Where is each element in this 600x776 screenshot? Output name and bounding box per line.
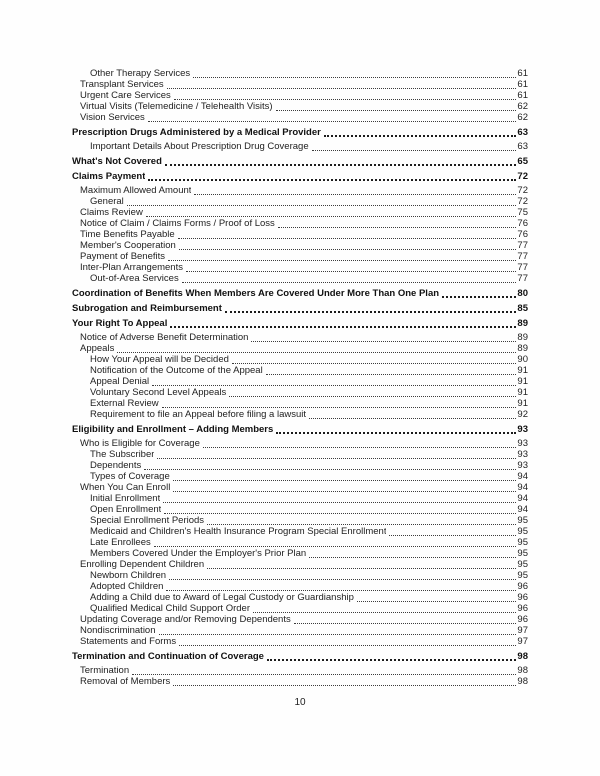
toc-entry-label: Appeal Denial xyxy=(90,376,150,387)
toc-entry-label: Statements and Forms xyxy=(80,636,177,647)
dot-leader xyxy=(169,577,516,580)
dot-leader xyxy=(127,203,517,206)
toc-entry-page-number: 91 xyxy=(517,398,528,409)
toc-entry-page-number: 92 xyxy=(517,409,528,420)
dot-leader xyxy=(173,683,516,686)
dot-leader xyxy=(267,658,516,661)
dot-leader xyxy=(251,339,516,342)
toc-entry-page-number: 77 xyxy=(517,251,528,262)
toc-entry xyxy=(72,101,528,112)
toc-entry-label: Prescription Drugs Administered by a Medical Provider xyxy=(72,127,321,138)
toc-entry xyxy=(72,79,528,90)
toc-entry-page-number: 63 xyxy=(517,141,528,152)
dot-leader xyxy=(229,394,516,397)
toc-entry-page-number: 97 xyxy=(517,625,528,636)
toc-entry-label: Time Benefits Payable xyxy=(80,229,175,240)
toc-entry-label: Requirement to file an Appeal before filing a lawsuit xyxy=(90,409,306,420)
toc-entry-label: Notification of the Outcome of the Appeal xyxy=(90,365,263,376)
dot-leader xyxy=(146,214,517,217)
dot-leader xyxy=(207,522,516,525)
toc-entry xyxy=(72,493,528,504)
footer-page-number: 10 xyxy=(294,697,306,708)
dot-leader xyxy=(148,178,516,181)
toc-entry-page-number: 94 xyxy=(517,493,528,504)
toc-entry-page-number: 95 xyxy=(517,515,528,526)
toc-entry-page-number: 94 xyxy=(517,504,528,515)
toc-entry-label: Newborn Children xyxy=(90,570,167,581)
toc-entry-label: External Review xyxy=(90,398,159,409)
toc-entry-page-number: 62 xyxy=(517,101,528,112)
toc-entry-label: Urgent Care Services xyxy=(80,90,171,101)
toc-entry xyxy=(72,548,528,559)
toc-entry xyxy=(72,112,528,123)
toc-entry xyxy=(72,636,528,647)
toc-entry-page-number: 93 xyxy=(517,460,528,471)
toc-entry-label: Enrolling Dependent Children xyxy=(80,559,205,570)
toc-entry xyxy=(72,482,528,493)
toc-entry xyxy=(72,651,528,662)
toc-entry-label: Who is Eligible for Coverage xyxy=(80,438,200,449)
toc-entry-label: Vision Services xyxy=(80,112,145,123)
dot-leader xyxy=(174,97,517,100)
toc-entry-page-number: 77 xyxy=(517,273,528,284)
dot-leader xyxy=(162,405,517,408)
toc-entry-label: Claims Payment xyxy=(72,171,146,182)
toc-entry xyxy=(72,537,528,548)
dot-leader xyxy=(157,456,516,459)
toc-entry-label: Initial Enrollment xyxy=(90,493,161,504)
toc-entry xyxy=(72,449,528,460)
toc-entry xyxy=(72,570,528,581)
toc-entry-label: Out-of-Area Services xyxy=(90,273,179,284)
toc-entry-page-number: 95 xyxy=(517,559,528,570)
toc-entry-page-number: 96 xyxy=(517,581,528,592)
dot-leader xyxy=(193,75,516,78)
toc-entry-page-number: 93 xyxy=(517,449,528,460)
toc-entry-label: Special Enrollment Periods xyxy=(90,515,205,526)
toc-entry xyxy=(72,343,528,354)
dot-leader xyxy=(324,134,517,137)
toc-entry xyxy=(72,332,528,343)
toc-entry-page-number: 65 xyxy=(517,156,528,167)
toc-entry xyxy=(72,196,528,207)
dot-leader xyxy=(152,383,516,386)
toc-entry xyxy=(72,592,528,603)
dot-leader xyxy=(179,643,516,646)
toc-entry-label: Members Covered Under the Employer's Prior Plan xyxy=(90,548,307,559)
toc-entry xyxy=(72,303,528,314)
toc-entry xyxy=(72,251,528,262)
dot-leader xyxy=(203,445,517,448)
toc-entry xyxy=(72,515,528,526)
toc-entry xyxy=(72,581,528,592)
dot-leader xyxy=(154,544,517,547)
toc-entry-label: Termination and Continuation of Coverage xyxy=(72,651,264,662)
dot-leader xyxy=(266,372,517,375)
toc-entry-page-number: 95 xyxy=(517,570,528,581)
toc-entry xyxy=(72,141,528,152)
toc-entry-page-number: 97 xyxy=(517,636,528,647)
toc-entry-label: Qualified Medical Child Support Order xyxy=(90,603,250,614)
toc-entry-page-number: 72 xyxy=(517,171,528,182)
toc-entry-page-number: 98 xyxy=(517,676,528,687)
toc-entry xyxy=(72,218,528,229)
toc-entry xyxy=(72,614,528,625)
dot-leader xyxy=(253,610,516,613)
toc-entry-label: Virtual Visits (Telemedicine / Telehealth Visits) xyxy=(80,101,273,112)
toc-entry xyxy=(72,262,528,273)
toc-entry-page-number: 89 xyxy=(517,343,528,354)
dot-leader xyxy=(182,280,517,283)
dot-leader xyxy=(232,361,517,364)
toc-entry-label: Your Right To Appeal xyxy=(72,318,168,329)
toc-entry-page-number: 96 xyxy=(517,592,528,603)
dot-leader xyxy=(186,269,516,272)
dot-leader xyxy=(144,467,516,470)
dot-leader xyxy=(164,511,516,514)
toc-entry-page-number: 76 xyxy=(517,218,528,229)
dot-leader xyxy=(389,533,516,536)
dot-leader xyxy=(225,310,517,313)
toc-entry-page-number: 61 xyxy=(517,68,528,79)
toc-entry-page-number: 77 xyxy=(517,240,528,251)
dot-leader xyxy=(148,119,517,122)
toc-entry xyxy=(72,625,528,636)
dot-leader xyxy=(163,500,516,503)
toc-entry-label: Notice of Adverse Benefit Determination xyxy=(80,332,249,343)
toc-entry xyxy=(72,288,528,299)
dot-leader xyxy=(179,247,517,250)
dot-leader xyxy=(159,632,517,635)
toc-entry xyxy=(72,229,528,240)
toc-entry-page-number: 96 xyxy=(517,603,528,614)
toc-entry xyxy=(72,398,528,409)
toc-entry-label: How Your Appeal will be Decided xyxy=(90,354,229,365)
toc-entry-label: Updating Coverage and/or Removing Dependents xyxy=(80,614,291,625)
dot-leader xyxy=(194,192,516,195)
toc-entry-label: Eligibility and Enrollment – Adding Members xyxy=(72,424,274,435)
toc-entry xyxy=(72,90,528,101)
dot-leader xyxy=(117,350,516,353)
toc-entry-page-number: 90 xyxy=(517,354,528,365)
toc-entry-label: The Subscriber xyxy=(90,449,155,460)
dot-leader xyxy=(207,566,516,569)
toc-entry-label: Member's Cooperation xyxy=(80,240,176,251)
toc-entry-page-number: 95 xyxy=(517,537,528,548)
toc-entry-label: Adding a Child due to Award of Legal Custody or Guardianship xyxy=(90,592,354,603)
toc-entry-label: Maximum Allowed Amount xyxy=(80,185,192,196)
toc-entry-page-number: 76 xyxy=(517,229,528,240)
toc-entry-label: Payment of Benefits xyxy=(80,251,166,262)
toc-entry-page-number: 72 xyxy=(517,196,528,207)
toc-entry-page-number: 98 xyxy=(517,651,528,662)
toc-entry-page-number: 95 xyxy=(517,548,528,559)
toc-entry xyxy=(72,376,528,387)
toc-entry-page-number: 89 xyxy=(517,332,528,343)
dot-leader xyxy=(309,416,516,419)
toc-entry-page-number: 77 xyxy=(517,262,528,273)
dot-leader xyxy=(442,295,516,298)
toc-entry-page-number: 91 xyxy=(517,387,528,398)
toc-entry-label: Inter-Plan Arrangements xyxy=(80,262,183,273)
toc-entry-label: Dependents xyxy=(90,460,142,471)
toc-entry-label: Transplant Services xyxy=(80,79,164,90)
toc-entry-label: Claims Review xyxy=(80,207,143,218)
toc-entry xyxy=(72,504,528,515)
toc-entry xyxy=(72,559,528,570)
toc-entry xyxy=(72,171,528,182)
toc-entry-label: Notice of Claim / Claims Forms / Proof of Loss xyxy=(80,218,275,229)
toc-entry-page-number: 63 xyxy=(517,127,528,138)
toc-entry xyxy=(72,409,528,420)
toc-entry xyxy=(72,273,528,284)
toc-entry xyxy=(72,354,528,365)
toc-entry xyxy=(72,665,528,676)
toc-entry xyxy=(72,207,528,218)
toc-entry-label: Voluntary Second Level Appeals xyxy=(90,387,227,398)
toc-entry-page-number: 96 xyxy=(517,614,528,625)
toc-entry-page-number: 75 xyxy=(517,207,528,218)
toc-entry xyxy=(72,603,528,614)
dot-leader xyxy=(178,236,517,239)
toc-entry-label: Open Enrollment xyxy=(90,504,162,515)
toc-entry-page-number: 93 xyxy=(517,438,528,449)
toc-entry-page-number: 62 xyxy=(517,112,528,123)
toc-entry-page-number: 91 xyxy=(517,376,528,387)
dot-leader xyxy=(168,258,516,261)
toc-entry-label: Late Enrollees xyxy=(90,537,151,548)
toc-entry xyxy=(72,676,528,687)
table-of-contents xyxy=(72,68,528,687)
toc-entry-page-number: 93 xyxy=(517,424,528,435)
toc-entry xyxy=(72,185,528,196)
dot-leader xyxy=(357,599,517,602)
dot-leader xyxy=(170,325,516,328)
dot-leader xyxy=(278,225,517,228)
toc-entry-label: Nondiscrimination xyxy=(80,625,156,636)
toc-entry xyxy=(72,526,528,537)
toc-entry-label: Types of Coverage xyxy=(90,471,170,482)
dot-leader xyxy=(309,555,516,558)
dot-leader xyxy=(312,148,517,151)
toc-entry-label: Other Therapy Services xyxy=(90,68,191,79)
toc-entry-label: General xyxy=(90,196,124,207)
toc-entry xyxy=(72,387,528,398)
toc-entry-page-number: 61 xyxy=(517,79,528,90)
toc-entry xyxy=(72,240,528,251)
dot-leader xyxy=(173,489,516,492)
page-footer xyxy=(72,697,528,709)
toc-entry-label: Removal of Members xyxy=(80,676,171,687)
toc-entry xyxy=(72,424,528,435)
toc-entry-page-number: 95 xyxy=(517,526,528,537)
toc-entry xyxy=(72,68,528,79)
toc-entry-label: Important Details About Prescription Drug Coverage xyxy=(90,141,309,152)
toc-entry-page-number: 80 xyxy=(517,288,528,299)
toc-entry xyxy=(72,438,528,449)
toc-entry-page-number: 98 xyxy=(517,665,528,676)
toc-entry-page-number: 72 xyxy=(517,185,528,196)
dot-leader xyxy=(132,672,516,675)
toc-entry xyxy=(72,127,528,138)
dot-leader xyxy=(294,621,517,624)
toc-entry-label: Coordination of Benefits When Members Are Covered Under More Than One Plan xyxy=(72,288,440,299)
dot-leader xyxy=(165,163,517,166)
toc-entry-page-number: 61 xyxy=(517,90,528,101)
dot-leader xyxy=(276,108,517,111)
toc-entry-page-number: 89 xyxy=(517,318,528,329)
toc-entry-page-number: 94 xyxy=(517,471,528,482)
toc-entry-label: Subrogation and Reimbursement xyxy=(72,303,222,314)
toc-entry xyxy=(72,460,528,471)
toc-entry xyxy=(72,318,528,329)
toc-entry-label: Appeals xyxy=(80,343,115,354)
toc-entry xyxy=(72,471,528,482)
toc-entry-page-number: 85 xyxy=(517,303,528,314)
toc-entry-label: When You Can Enroll xyxy=(80,482,171,493)
toc-entry-label: Termination xyxy=(80,665,130,676)
toc-entry-label: What's Not Covered xyxy=(72,156,162,167)
toc-entry xyxy=(72,156,528,167)
toc-entry xyxy=(72,365,528,376)
toc-entry-label: Medicaid and Children's Health Insurance Program Special Enrollment xyxy=(90,526,387,537)
toc-entry-page-number: 91 xyxy=(517,365,528,376)
dot-leader xyxy=(173,478,517,481)
dot-leader xyxy=(276,431,516,434)
toc-entry-label: Adopted Children xyxy=(90,581,164,592)
toc-entry-page-number: 94 xyxy=(517,482,528,493)
dot-leader xyxy=(166,588,516,591)
dot-leader xyxy=(167,86,517,89)
